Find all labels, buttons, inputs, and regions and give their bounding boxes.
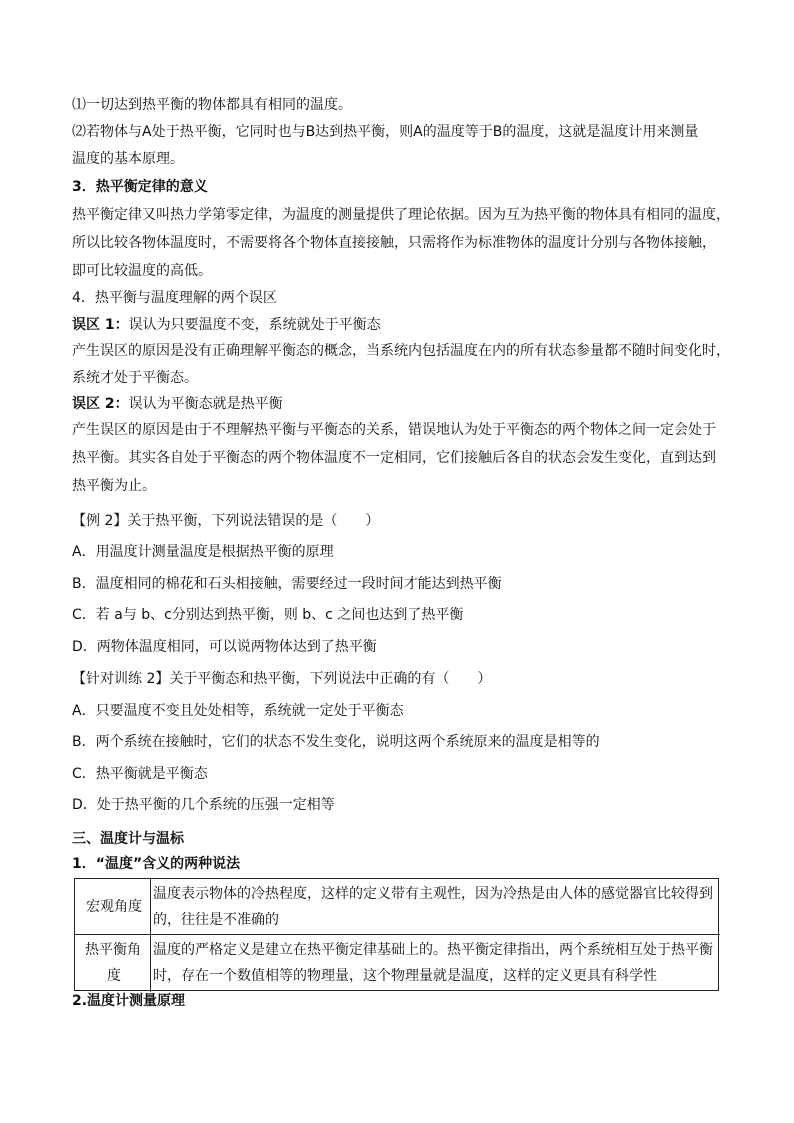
heading-3: 3．热平衡定律的意义 [72, 179, 208, 195]
example-2-title: 【例 2】关于热平衡，下列说法错误的是（ ） [72, 513, 380, 529]
example-2-option-a: A．用温度计测量温度是根据热平衡的原理 [72, 544, 334, 560]
misconception-2-text: 误认为平衡态就是热平衡 [128, 396, 283, 412]
text-line-1: ⑴一切达到热平衡的物体都具有相同的温度。 [72, 97, 352, 113]
training-2-option-d: D．处于热平衡的几个系统的压强一定相等 [72, 797, 335, 813]
table-row-2-text-1: 温度的严格定义是建立在热平衡定律基础上的。热平衡定律指出，两个系统相互处于热平衡 [153, 942, 713, 958]
table-row-2-label-2: 度 [107, 968, 121, 984]
misconception-2-line-1: 产生误区的原因是由于不理解热平衡与平衡态的关系，错误地认为处于平衡态的两个物体之间一定会处于 [72, 422, 716, 438]
text-line-3: 温度的基本原理。 [72, 151, 184, 167]
training-2-option-b: B．两个系统在接触时，它们的状态不发生变化，说明这两个系统原来的温度是相等的 [72, 734, 600, 750]
table-row-1-text-2: 的，往往是不准确的 [153, 912, 279, 928]
table-row-2-text-2: 时，存在一个数值相等的物理量，这个物理量就是温度，这样的定义更具有科学性 [153, 968, 657, 984]
training-2-option-a: A．只要温度不变且处处相等，系统就一定处于平衡态 [72, 703, 404, 719]
paragraph-line-1: 热平衡定律又叫热力学第零定律，为温度的测量提供了理论依据。因为互为热平衡的物体具有相同的温度， [72, 207, 730, 223]
misconception-2-line-2: 热平衡。其实各自处于平衡态的两个物体温度不一定相同，它们接触后各自的状态会发生变化，直到达到 [72, 450, 716, 466]
table-row-1-label: 宏观角度 [86, 899, 142, 915]
misconception-1-text: 误认为只要温度不变，系统就处于平衡态 [128, 317, 381, 333]
misconception-2-line-3: 热平衡为止。 [72, 478, 156, 494]
temperature-definition-table [74, 878, 719, 991]
example-2-option-b: B．温度相同的棉花和石头相接触，需要经过一段时间才能达到热平衡 [72, 576, 502, 592]
paragraph-line-2: 所以比较各物体温度时，不需要将各个物体直接接触，只需将作为标准物体的温度计分别与各物体接触， [72, 235, 716, 251]
table-row-1-left [75, 879, 151, 935]
table-row-1-text-1: 温度表示物体的冷热程度，这样的定义带有主观性，因为冷热是由人体的感觉器官比较得到 [153, 886, 713, 902]
table-row-2-left [75, 935, 151, 992]
table-row-2-label-1: 热平衡角 [85, 942, 141, 958]
training-2-option-c: C．热平衡就是平衡态 [72, 766, 208, 782]
subheading-2: 2.温度计测量原理 [72, 993, 186, 1009]
misconception-1-line-2: 系统才处于平衡态。 [72, 370, 198, 386]
example-2-option-d: D．两物体温度相同，可以说两物体达到了热平衡 [72, 639, 377, 655]
misconception-1 [72, 318, 381, 332]
paragraph-line-3: 即可比较温度的高低。 [72, 263, 212, 279]
table-row-1-right [151, 879, 720, 935]
training-2-title: 【针对训练 2】关于平衡态和热平衡，下列说法中正确的有（ ） [72, 671, 492, 687]
misconception-1-line-1: 产生误区的原因是没有正确理解平衡态的概念，当系统内包括温度在内的所有状态参量都不随时间变化时， [72, 343, 730, 359]
misconception-2-label: 误区 2： [72, 396, 129, 412]
table-row-2-right [151, 935, 720, 992]
subheading-1: 1．“温度”含义的两种说法 [72, 856, 241, 872]
text-line-2: ⑵若物体与A处于热平衡，它同时也与B达到热平衡，则A的温度等于B的温度，这就是温度计用来测量 [72, 124, 699, 140]
misconception-1-label: 误区 1： [72, 317, 129, 333]
section-3-title: 三、温度计与温标 [72, 831, 184, 847]
example-2-option-c: C．若 a与 b、c分别达到热平衡，则 b、c 之间也达到了热平衡 [72, 607, 464, 623]
misconception-2 [72, 397, 283, 411]
heading-4: 4．热平衡与温度理解的两个误区 [72, 290, 277, 306]
